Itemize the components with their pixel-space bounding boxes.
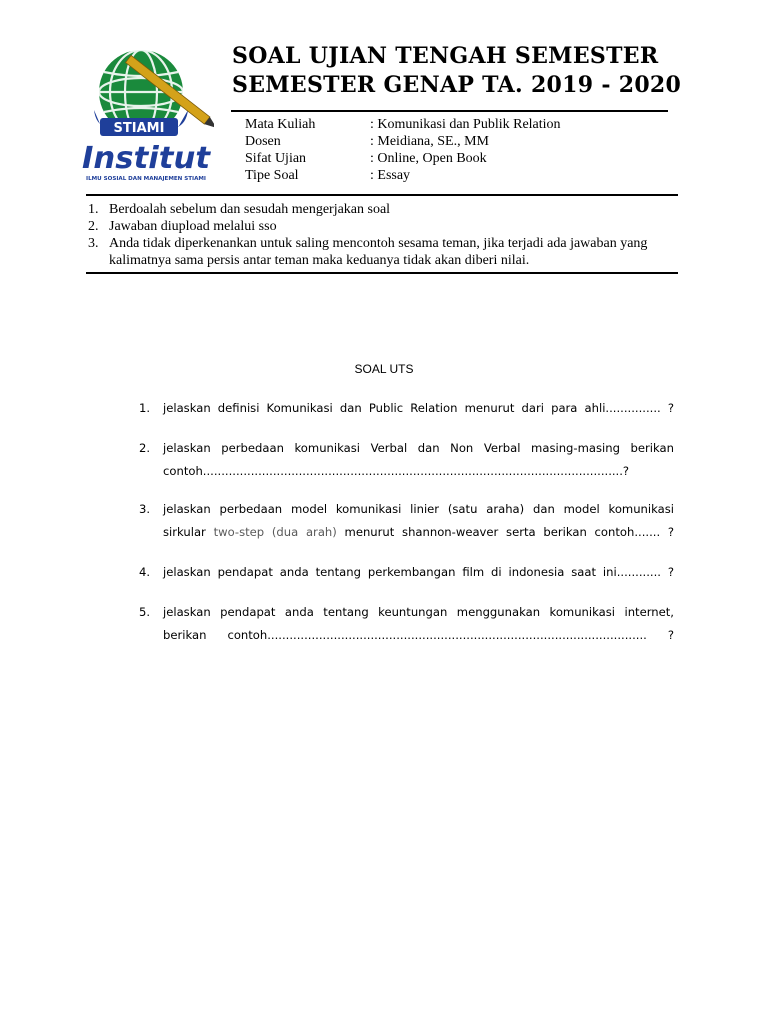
list-item <box>88 201 680 218</box>
title-divider <box>231 110 668 112</box>
list-item-text: Anda tidak diperkenankan untuk saling mencontoh sesama teman, jika terjadi ada jawaban yang kalimatnya sama persis antar teman maka keduanya tidak akan diberi nilai. <box>109 236 648 268</box>
question-item <box>139 601 674 647</box>
meta-divider <box>86 194 678 196</box>
list-item <box>88 218 680 235</box>
question-text <box>163 498 674 544</box>
question-number: 3. <box>139 502 151 516</box>
question-item <box>139 561 674 584</box>
meta-value: : Meidiana, SE., MM <box>370 134 489 149</box>
list-item <box>88 235 680 269</box>
globe-pen-logo-icon <box>80 40 214 188</box>
question-text-part: menurut shannon-weaver serta berikan contoh....... ? <box>336 525 675 539</box>
meta-value: : Komunikasi dan Publik Relation <box>370 117 561 132</box>
question-text: jelaskan pendapat anda tentang keuntungan menggunakan komunikasi internet, berikan contoh....................................................................................................... ? <box>163 605 674 642</box>
question-item <box>139 397 674 420</box>
svg-text:STIAMI: STIAMI <box>113 121 165 136</box>
exam-title-line1: SOAL UJIAN TENGAH SEMESTER <box>232 43 659 69</box>
question-number: 4. <box>139 565 151 579</box>
question-item <box>139 498 674 544</box>
list-item-number: 3. <box>88 236 99 251</box>
svg-text:ILMU SOSIAL DAN MANAJEMEN STIA: ILMU SOSIAL DAN MANAJEMEN STIAMI <box>86 176 207 182</box>
question-text-highlight: two-step (dua arah) <box>213 525 337 539</box>
question-number: 1. <box>139 401 151 415</box>
institute-logo <box>80 40 214 188</box>
question-text: jelaskan perbedaan komunikasi Verbal dan Non Verbal masing-masing berikan contoh..................................................................................................................? <box>163 441 674 478</box>
meta-label: Sifat Ujian <box>245 151 307 166</box>
meta-label: Dosen <box>245 134 281 149</box>
svg-text:Institut: Institut <box>82 141 212 176</box>
meta-label: Tipe Soal <box>245 168 299 183</box>
question-number: 2. <box>139 441 151 455</box>
meta-value: : Essay <box>370 168 411 183</box>
exam-title-line2: SEMESTER GENAP TA. 2019 - 2020 <box>232 72 682 98</box>
list-item-number: 1. <box>88 202 99 217</box>
section-title: SOAL UTS <box>354 362 414 376</box>
question-text: jelaskan definisi Komunikasi dan Public Relation menurut dari para ahli............... ? <box>163 401 674 415</box>
list-item-number: 2. <box>88 219 99 234</box>
question-item <box>139 437 674 483</box>
question-number: 5. <box>139 605 151 619</box>
list-item-text: Jawaban diupload melalui sso <box>109 219 277 234</box>
list-item-text: Berdoalah sebelum dan sesudah mengerjakan soal <box>109 202 391 217</box>
rules-divider <box>86 272 678 274</box>
question-text: jelaskan pendapat anda tentang perkembangan film di indonesia saat ini............ ? <box>163 565 674 579</box>
exam-rules-list <box>88 201 680 269</box>
question-text-part: jelaskan perbedaan model komunikasi linier (satu araha) dan model komunikasi sirkular <box>163 502 674 539</box>
meta-value: : Online, Open Book <box>370 151 487 166</box>
meta-label: Mata Kuliah <box>245 117 316 132</box>
